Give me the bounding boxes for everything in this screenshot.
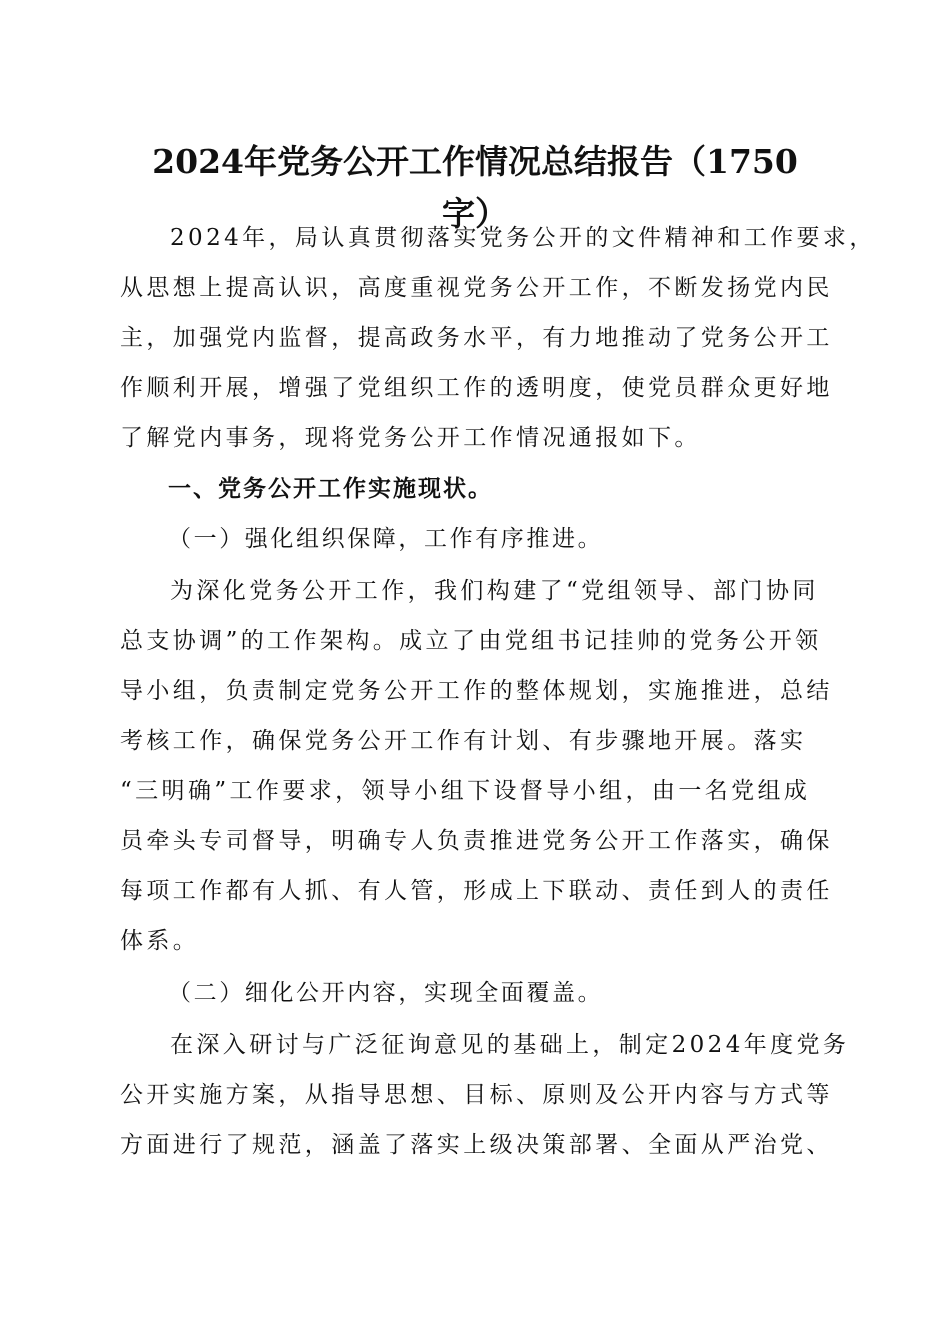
paragraph-2-line-3: 导小组，负责制定党务公开工作的整体规划，实施推进，总结 bbox=[120, 678, 833, 704]
title-line-1: 2024年党务公开工作情况总结报告（1750 bbox=[152, 142, 798, 181]
paragraph-2-line-2: 总支协调”的工作架构。成立了由党组书记挂帅的党务公开领 bbox=[120, 628, 822, 654]
paragraph-1-line-1: 2024年，局认真贯彻落实党务公开的文件精神和工作要求， bbox=[170, 225, 876, 251]
subsection-heading-1: （一）强化组织保障，工作有序推进。 bbox=[168, 526, 604, 552]
paragraph-2-line-7: 每项工作都有人抓、有人管，形成上下联动、责任到人的责任 bbox=[120, 878, 833, 904]
paragraph-3-line-2: 公开实施方案，从指导思想、目标、原则及公开内容与方式等 bbox=[120, 1082, 833, 1108]
paragraph-1-line-5: 了解党内事务，现将党务公开工作情况通报如下。 bbox=[120, 425, 701, 451]
paragraph-1-line-2: 从思想上提高认识，高度重视党务公开工作，不断发扬党内民 bbox=[120, 275, 833, 301]
paragraph-1-line-3: 主，加强党内监督，提高政务水平，有力地推动了党务公开工 bbox=[120, 325, 833, 351]
title-line-2: 字） bbox=[442, 194, 508, 233]
paragraph-3-line-1: 在深入研讨与广泛征询意见的基础上，制定2024年度党务 bbox=[170, 1032, 850, 1058]
paragraph-3-line-3: 方面进行了规范，涵盖了落实上级决策部署、全面从严治党、 bbox=[120, 1132, 833, 1158]
paragraph-2-line-5: “三明确”工作要求，领导小组下设督导小组，由一名党组成 bbox=[120, 778, 811, 804]
subsection-heading-2: （二）细化公开内容，实现全面覆盖。 bbox=[168, 980, 604, 1006]
paragraph-2-line-8: 体系。 bbox=[120, 928, 200, 954]
paragraph-2-line-4: 考核工作，确保党务公开工作有计划、有步骤地开展。落实 bbox=[120, 728, 807, 754]
paragraph-2-line-6: 员牵头专司督导，明确专人负责推进党务公开工作落实，确保 bbox=[120, 828, 833, 854]
paragraph-2-line-1: 为深化党务公开工作，我们构建了“党组领导、部门协同 bbox=[170, 578, 819, 604]
paragraph-1-line-4: 作顺利开展，增强了党组织工作的透明度，使党员群众更好地 bbox=[120, 375, 833, 401]
section-heading-1: 一、党务公开工作实施现状。 bbox=[168, 476, 493, 502]
